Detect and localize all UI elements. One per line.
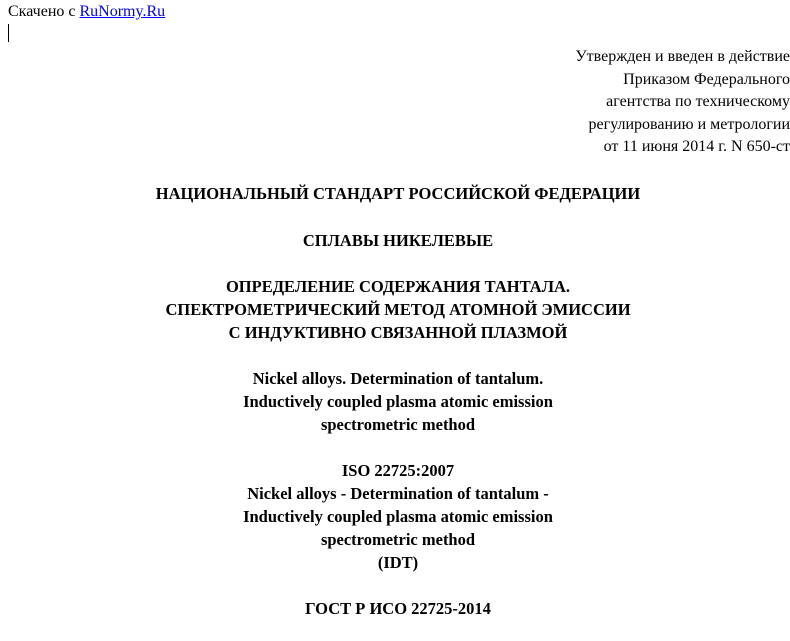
- russian-title-line: ОПРЕДЕЛЕНИЕ СОДЕРЖАНИЯ ТАНТАЛА.: [225, 277, 571, 296]
- iso-number: ISO 22725:2007: [341, 461, 455, 480]
- russian-title-line: СПЕКТРОМЕТРИЧЕСКИЙ МЕТОД АТОМНОЙ ЭМИССИИ: [165, 300, 631, 319]
- gost-designation: [0, 597, 790, 620]
- source-link[interactable]: RuNormy.Ru: [79, 3, 166, 20]
- iso-title-line: Nickel alloys - Determination of tantalum -: [247, 484, 549, 503]
- english-title: [0, 367, 790, 436]
- approval-line: Приказом Федерального: [623, 70, 790, 88]
- iso-title-line: Inductively coupled plasma atomic emission: [243, 507, 553, 526]
- russian-title-line: С ИНДУКТИВНО СВЯЗАННОЙ ПЛАЗМОЙ: [228, 323, 568, 342]
- approval-line: от 11 июня 2014 г. N 650-ст: [603, 138, 790, 155]
- iso-reference: [0, 459, 790, 574]
- russian-title: [0, 275, 790, 344]
- gost-number: ГОСТ Р ИСО 22725-2014: [305, 599, 491, 618]
- national-standard-text: НАЦИОНАЛЬНЫЙ СТАНДАРТ РОССИЙСКОЙ ФЕДЕРАЦИИ: [155, 184, 641, 203]
- approval-line: агентства по техническому: [606, 93, 790, 110]
- source-prefix: Скачено с: [8, 3, 80, 20]
- subject-heading: [0, 229, 790, 252]
- english-title-line: spectrometric method: [320, 415, 476, 434]
- subject-text: СПЛАВЫ НИКЕЛЕВЫЕ: [302, 231, 494, 250]
- iso-equivalence: (IDT): [377, 553, 419, 572]
- source-line: [8, 2, 165, 22]
- approval-line: Утвержден и введен в действие: [575, 48, 790, 65]
- iso-title-line: spectrometric method: [320, 530, 476, 549]
- text-cursor: [8, 24, 9, 42]
- english-title-line: Nickel alloys. Determination of tantalum.: [252, 369, 544, 388]
- english-title-line: Inductively coupled plasma atomic emission: [243, 392, 553, 411]
- approval-block: [390, 46, 790, 159]
- approval-line: регулированию и метрологии: [588, 115, 790, 133]
- national-standard-heading: [0, 182, 790, 205]
